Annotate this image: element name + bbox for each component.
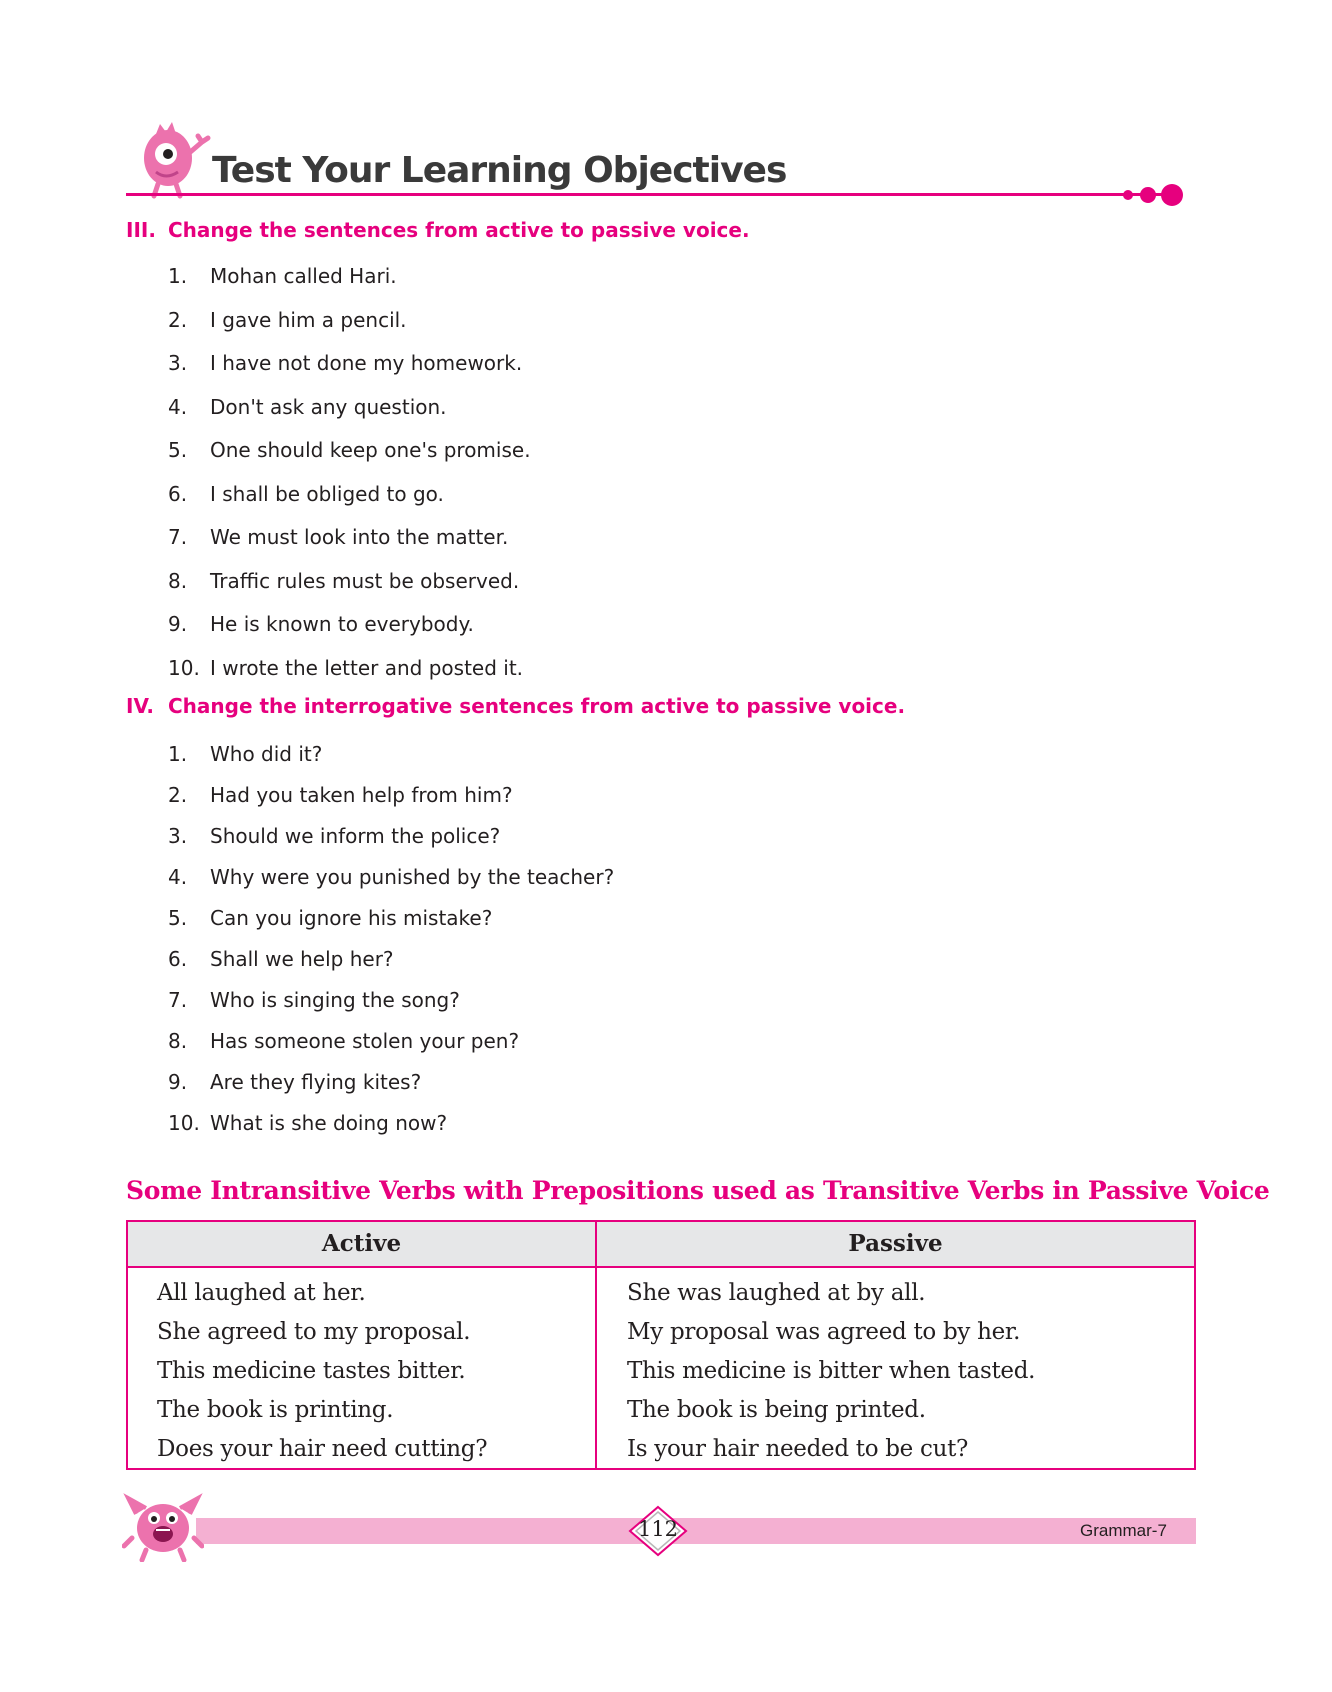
- table-cell-active: All laughed at her.: [157, 1280, 366, 1306]
- table-cell-active: Does your hair need cutting?: [157, 1436, 488, 1462]
- list-item-number: 8.: [168, 1029, 188, 1053]
- section-iii-instruction: Change the sentences from active to passive voice.: [168, 218, 750, 242]
- list-item-text: I have not done my homework.: [210, 351, 523, 375]
- table-cell-active: This medicine tastes bitter.: [157, 1358, 466, 1384]
- column-header-passive: Passive: [848, 1230, 943, 1257]
- list-item: [168, 569, 868, 597]
- section-iv-number: IV.: [126, 694, 154, 718]
- list-item-text: We must look into the matter.: [210, 525, 509, 549]
- list-item-text: I shall be obliged to go.: [210, 481, 444, 506]
- table-cell-passive: Is your hair needed to be cut?: [627, 1436, 969, 1462]
- list-item-text: Who did it?: [210, 742, 323, 766]
- list-item-text: Mohan called Hari.: [210, 264, 397, 288]
- book-title: Grammar-7: [1080, 1521, 1167, 1540]
- list-item: [168, 525, 868, 553]
- section-iii-number: III.: [126, 218, 156, 242]
- list-item-number: 8.: [168, 568, 188, 593]
- table-cell-passive: My proposal was agreed to by her.: [627, 1319, 1021, 1345]
- list-item-number: 10.: [168, 655, 200, 680]
- list-item: [168, 656, 868, 684]
- list-item: [168, 865, 868, 893]
- page-number: 112: [637, 1517, 679, 1541]
- list-item: [168, 264, 868, 292]
- header-divider: [126, 193, 1176, 196]
- list-item-text: Had you taken help from him?: [210, 783, 513, 807]
- list-item-number: 5.: [168, 438, 188, 462]
- list-item: [168, 947, 868, 975]
- list-item-number: 6.: [168, 481, 188, 506]
- voice-table: [126, 1220, 1196, 1470]
- table-cell-passive: The book is being printed.: [627, 1397, 926, 1423]
- table-cell-passive: She was laughed at by all.: [627, 1280, 926, 1306]
- list-item: [168, 906, 868, 934]
- list-item: [168, 783, 868, 811]
- column-header-active: Active: [321, 1230, 402, 1257]
- list-item: [168, 438, 868, 466]
- list-item: [168, 612, 868, 640]
- list-item: [168, 1111, 868, 1139]
- list-item: [168, 824, 868, 852]
- list-item-number: 4.: [168, 865, 188, 889]
- footer-band: [196, 1518, 1196, 1544]
- list-item-number: 5.: [168, 906, 188, 930]
- list-item-text: Don't ask any question.: [210, 394, 447, 419]
- list-item-number: 9.: [168, 1070, 188, 1094]
- list-item-number: 1.: [168, 742, 188, 766]
- list-item-text: I gave him a pencil.: [210, 307, 407, 332]
- list-item: [168, 988, 868, 1016]
- section-iv-heading: [126, 694, 926, 722]
- list-item: [168, 482, 868, 510]
- list-item-number: 3.: [168, 824, 188, 848]
- table-heading: Some Intransitive Verbs with Prepositions used as Transitive Verbs in Passive Voice: [126, 1176, 1270, 1205]
- list-item: [168, 308, 868, 336]
- section-iv-instruction: Change the interrogative sentences from active to passive voice.: [168, 694, 906, 718]
- list-item-number: 3.: [168, 351, 188, 375]
- list-item-number: 9.: [168, 612, 188, 636]
- list-item-number: 4.: [168, 394, 188, 419]
- list-item-number: 1.: [168, 264, 188, 288]
- list-item-text: He is known to everybody.: [210, 612, 474, 636]
- list-item-text: One should keep one's promise.: [210, 438, 531, 462]
- list-item: [168, 395, 868, 423]
- table-cell-active: The book is printing.: [157, 1397, 394, 1423]
- monster-mascot-icon: [122, 1488, 204, 1562]
- list-item-number: 2.: [168, 307, 188, 332]
- page-title: Test Your Learning Objectives: [212, 150, 787, 191]
- list-item: [168, 742, 868, 770]
- list-item-number: 2.: [168, 783, 188, 807]
- list-item: [168, 1029, 868, 1057]
- list-item-text: I wrote the letter and posted it.: [210, 655, 524, 680]
- list-item-text: What is she doing now?: [210, 1111, 448, 1135]
- list-item-number: 6.: [168, 947, 188, 971]
- list-item-number: 7.: [168, 525, 188, 549]
- list-item-text: Has someone stolen your pen?: [210, 1029, 520, 1053]
- list-item-text: Shall we help her?: [210, 947, 394, 971]
- list-item-number: 7.: [168, 988, 188, 1012]
- list-item-text: Why were you punished by the teacher?: [210, 865, 615, 889]
- list-item: [168, 351, 868, 379]
- list-item-number: 10.: [168, 1111, 200, 1135]
- section-iii-heading: [126, 218, 826, 246]
- list-item-text: Can you ignore his mistake?: [210, 906, 493, 930]
- table-cell-passive: This medicine is bitter when tasted.: [627, 1358, 1036, 1384]
- list-item-text: Are they flying kites?: [210, 1070, 422, 1094]
- table-column-divider: [595, 1222, 597, 1468]
- list-item-text: Should we inform the police?: [210, 824, 501, 848]
- decorative-dots-icon: [1120, 181, 1200, 209]
- table-cell-active: She agreed to my proposal.: [157, 1319, 471, 1345]
- monster-mascot-icon: [136, 120, 216, 200]
- list-item-text: Traffic rules must be observed.: [210, 568, 520, 593]
- list-item-text: Who is singing the song?: [210, 988, 460, 1012]
- list-item: [168, 1070, 868, 1098]
